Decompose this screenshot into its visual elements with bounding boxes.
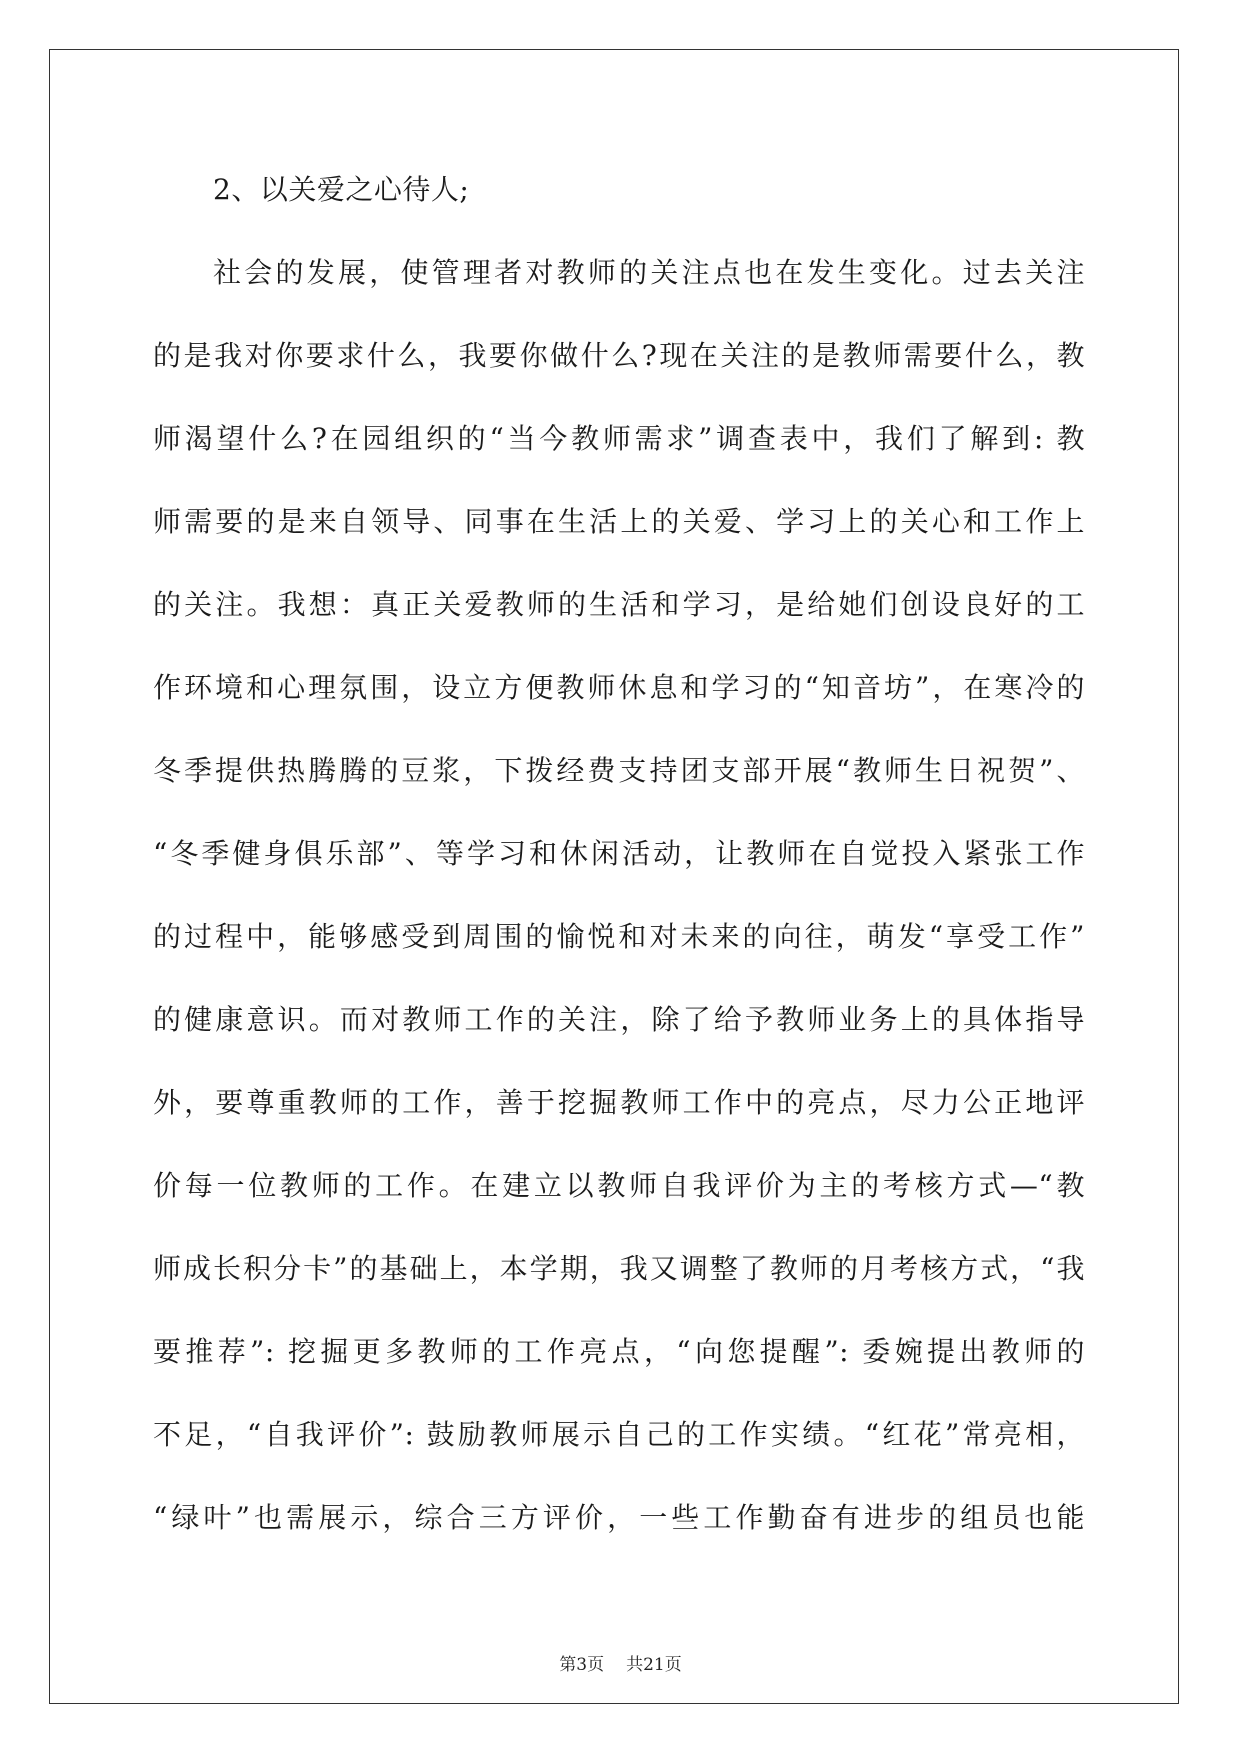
document-body (153, 160, 1085, 1571)
paragraph-line: 师需要的是来自领导、同事在生活上的关爱、学习上的关心和工作上 (153, 505, 1085, 538)
paragraph-line: 的过程中，能够感受到周围的愉悦和对未来的向往，萌发“享受工作” (153, 920, 1085, 953)
paragraph-line: 的健康意识。而对教师工作的关注，除了给予教师业务上的具体指导 (153, 1003, 1085, 1036)
paragraph-line: 的是我对你要求什么，我要你做什么?现在关注的是教师需要什么，教 (153, 339, 1085, 372)
paragraph-line: 价每一位教师的工作。在建立以教师自我评价为主的考核方式—“教 (153, 1169, 1085, 1202)
page-number: 第3页 (559, 1655, 605, 1675)
paragraph-line: 作环境和心理氛围，设立方便教师休息和学习的“知音坊”，在寒冷的 (153, 671, 1085, 704)
paragraph-line: “冬季健身俱乐部”、等学习和休闲活动，让教师在自觉投入紧张工作 (153, 837, 1085, 870)
paragraph-line: 师成长积分卡”的基础上，本学期，我又调整了教师的月考核方式，“我 (153, 1252, 1085, 1285)
page-total: 共21页 (626, 1655, 682, 1675)
paragraph-line: 的关注。我想：真正关爱教师的生活和学习，是给她们创设良好的工 (153, 588, 1085, 621)
section-heading: 2、以关爱之心待人; (213, 173, 470, 206)
paragraph-line: 冬季提供热腾腾的豆浆，下拨经费支持团支部开展“教师生日祝贺”、 (153, 754, 1085, 787)
paragraph-line: 社会的发展，使管理者对教师的关注点也在发生变化。过去关注 (213, 256, 1085, 289)
paragraph-line: 师渴望什么?在园组织的“当今教师需求”调查表中，我们了解到: 教 (153, 422, 1085, 455)
page-footer (0, 1653, 1241, 1677)
paragraph-line: 不足，“自我评价”: 鼓励教师展示自己的工作实绩。“红花”常亮相， (153, 1418, 1085, 1451)
paragraph-line: “绿叶”也需展示，综合三方评价，一些工作勤奋有进步的组员也能 (153, 1501, 1085, 1534)
paragraph-line: 外，要尊重教师的工作，善于挖掘教师工作中的亮点，尽力公正地评 (153, 1086, 1085, 1119)
paragraph-line: 要推荐”: 挖掘更多教师的工作亮点，“向您提醒”: 委婉提出教师的 (153, 1335, 1085, 1368)
